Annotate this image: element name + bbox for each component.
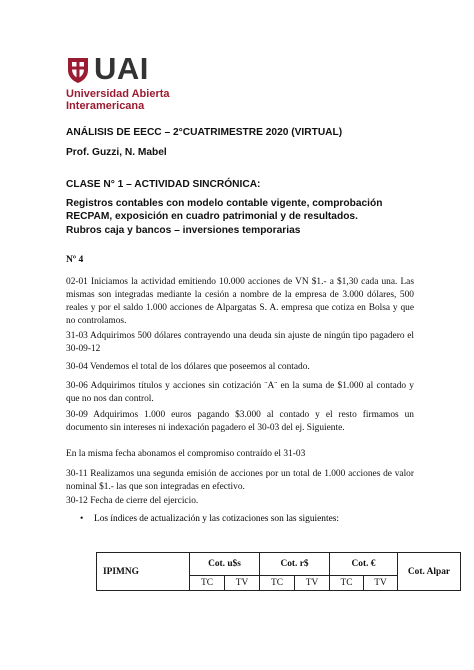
professor-name: Prof. Guzzi, N. Mabel <box>66 147 167 158</box>
bullet-icon: • <box>80 514 84 524</box>
exercise-number: Nº 4 <box>66 254 84 265</box>
topics-line: Rubros caja y bancos – inversiones temporarias <box>66 225 301 236</box>
bullet-text: Los índices de actualización y las cotizaciones son las siguientes: <box>94 514 339 524</box>
header-cot-brl: Cot. r$ <box>260 553 330 576</box>
paragraph-3009: 30-09 Adquirimos 1.000 euros pagando $3.000 al contado y el resto firmamos un documento sin intereses ni indexación pagadero el 30-03 del ej. Siguiente. <box>66 410 414 433</box>
sub-tv-eur: TV <box>364 576 398 591</box>
table-header-row <box>97 553 461 576</box>
sub-tc-eur: TC <box>330 576 364 591</box>
paragraph-0201: 02-01 Iniciamos la actividad emitiendo 10.000 acciones de VN $1.- a $1,30 cada una. Las mismas son integradas mediante la cesión a nombre de la empresa de 3.000 dólares, 500 reales y por el saldo 1.000 acciones de Alpargatas S. A. empresa que cotiza en Bolsa y que no controlamos. <box>66 277 414 326</box>
sub-tc-usd: TC <box>190 576 225 591</box>
paragraph-3006: 30-06 Adquirimos títulos y acciones sin cotización ¨A¨ en la suma de $1.000 al contado y que no nos dan control. <box>66 381 414 404</box>
logo-line-1: Universidad Abierta <box>66 88 170 100</box>
sub-tc-brl: TC <box>260 576 295 591</box>
sub-tv-brl: TV <box>295 576 330 591</box>
logo-wordmark: UAI <box>94 51 149 86</box>
class-subtitle: Registros contables con modelo contable vigente, comprobación RECPAM, exposición en cuadro patrimonial y de resultados. <box>66 198 383 222</box>
uai-logo <box>66 50 206 112</box>
shield-icon <box>66 56 90 84</box>
paragraph-payment: En la misma fecha abonamos el compromiso contraído el 31-03 <box>66 449 306 459</box>
sub-tv-usd: TV <box>225 576 260 591</box>
class-title: CLASE N° 1 – ACTIVIDAD SINCRÓNICA: <box>66 179 261 190</box>
header-cot-eur: Cot. € <box>330 553 398 576</box>
paragraph-3004: 30-04 Vendemos el total de los dólares que poseemos al contado. <box>66 362 310 372</box>
course-title: ANÁLISIS DE EECC – 2°CUATRIMESTRE 2020 (VIRTUAL) <box>66 127 343 138</box>
paragraph-3011: 30-11 Realizamos una segunda emisión de acciones por un total de 1.000 acciones de valor nominal $1.- las que son integradas en efectivo. <box>66 469 414 492</box>
header-cot-usd: Cot. u$s <box>190 553 260 576</box>
paragraph-3103: 31-03 Adquirimos 500 dólares contrayendo una deuda sin ajuste de ningún tipo pagadero el 30-09-12 <box>66 331 414 354</box>
header-ipimng: IPIMNG <box>97 553 190 591</box>
rates-table <box>96 552 461 591</box>
paragraph-3012: 30-12 Fecha de cierre del ejercicio. <box>66 496 199 506</box>
logo-line-2: Interamericana <box>66 100 145 112</box>
header-cot-alpar: Cot. Alpar <box>398 553 461 591</box>
